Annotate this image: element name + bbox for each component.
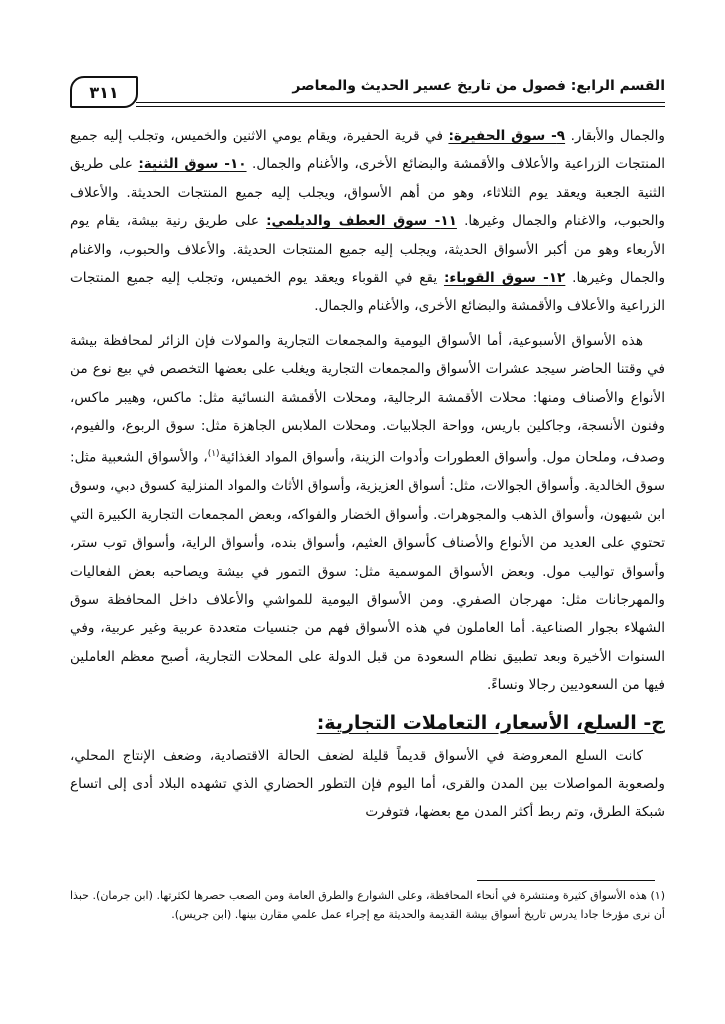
market-9-text: في قرية الحفيرة، ويقام يومي الاثنين والخميس، وتجلب إليه جميع المنتجات الزراعية والأعلاف والأقمشة والبضائع الأخرى، والأغنام والجمال. <box>70 128 665 173</box>
footnote: (١) هذه الأسواق كثيرة ومنتشرة في أنحاء المحافظة، وعلى الشوارع والطرق العامة ومن الصعب حصرها لكثرتها. (ابن جرمان). حبذا أن نرى مؤرخا جادا يدرس تاريخ أسواق بيشة القديمة والحديثة مع إجراء عمل علمي مقارن بينها. (ابن جريس). <box>70 889 665 921</box>
running-header <box>70 72 665 106</box>
header-rule <box>136 102 665 103</box>
section-heading-text: ج- السلع، الأسعار، التعاملات التجارية: <box>316 711 665 734</box>
header-title: القسم الرابع: فصول من تاريخ عسير الحديث والمعاصر <box>292 78 665 94</box>
market-12-text: يقع في القوباء ويعقد يوم الخميس، وتجلب إليه جميع المنتجات الزراعية والأعلاف والأقمشة والبضائع الأخرى، والأغنام والجمال. <box>70 270 665 315</box>
market-12-label: ١٢- سوق القوباء: <box>443 270 566 287</box>
market-10-text: على طريق الثنية الجعبة ويعقد يوم الثلاثاء، وهو من أهم الأسواق، ويجلب إليه جميع المنتجات الحديثة. والأعلاف والحبوب، والاغنام والجمال وغيرها. <box>70 156 665 230</box>
market-11-label: ١١- سوق العطف والديلمي: <box>266 213 457 230</box>
market-10-label: ١٠- سوق الثنية: <box>138 156 247 173</box>
market-9-pre: والجمال والأبقار. <box>565 128 665 144</box>
footnote-divider <box>477 880 655 881</box>
market-11-text: على طريق رنية بيشة، يقام يوم الأربعاء وهو من أكبر الأسواق الحديثة، ويجلب إليه جميع المنتجات الحديثة. والأعلاف والحبوب، والاغنام والجمال وغيرها. <box>70 213 666 287</box>
header-rule-thin <box>136 106 665 107</box>
section-heading <box>70 708 665 738</box>
market-9-label: ٩- سوق الحفيرة: <box>448 128 566 144</box>
paragraph2-part2: ، والأسواق الشعبية مثل: سوق الخالدية. وأسواق الجوالات، مثل: أسواق العزيزية، وأسواق الأثاث والمواد المنزلية كسوق دبي، وسوق ابن شيهون، وأسواق الذهب والمجوهرات. وأسواق الخضار والفواكه، وبعض المجمعات التجارية الكبيرة التي تحتوي على العديد من الأنواع والأصناف كأسواق العثيم، وأسواق بنده، وأسواق الراية، وأسواق توب ستر، وأسواق تواليب مول. وبعض الأسواق الموسمية مثل: سوق التمور في بيشة ويصاحبه بعض الفعاليات والمهرجانات مثل: مهرجان الصفري. ومن الأسواق اليومية للمواشي والأعلاف داخل المحافظة سوق الشهلاء بجوار الصناعية. أما العاملون في هذه الأسواق فهم من جنسيات متعددة عربية وغير عربية، وفي السنوات الأخيرة وبعد تطبيق نظام السعودة من قبل الدولة على المحلات التجارية، أصبح معظم العاملين فيها من السعوديين رجالا ونساءً. <box>70 450 665 694</box>
markets-paragraph <box>70 122 665 321</box>
footnote-reference: (١) <box>207 449 220 460</box>
daily-markets-paragraph <box>70 327 665 700</box>
page-number: ٣١١ <box>70 76 138 108</box>
page-body <box>70 122 665 827</box>
paragraph2-part1: هذه الأسواق الأسبوعية، أما الأسواق اليومية والمجمعات التجارية والمولات فإن الزائر لمحافظة بيشة في وقتنا الحاضر سيجد عشرات الأسواق والمجمعات التجارية ويغلب على بعضها التخصص في بيع نوع من الأنواع والأصناف ومنها: محلات الأقمشة الرجالية، ومحلات الأقمشة النسائية مثل: ماكس، وهيبر ماكس، وفنون الأنسجة، وجاكلين باريس، وواحة الجلابيات. ومحلات الملابس الجاهزة مثل: سوق الربوع، والفيوم، وصدف، وملحان مول. وأسواق العطورات وأدوات الزينة، وأسواق المواد الغذائية <box>70 332 665 466</box>
goods-paragraph: كانت السلع المعروضة في الأسواق قديماً قليلة لضعف الحالة الاقتصادية، وضعف الإنتاج المحلي، ولصعوبة المواصلات بين المدن والقرى، أما اليوم فإن التطور الحضاري الذي تشهده البلاد أدى إلى اتساع شبكة الطرق، وتم ربط أكثر المدن مع بعضها، فتوفرت <box>70 747 665 821</box>
